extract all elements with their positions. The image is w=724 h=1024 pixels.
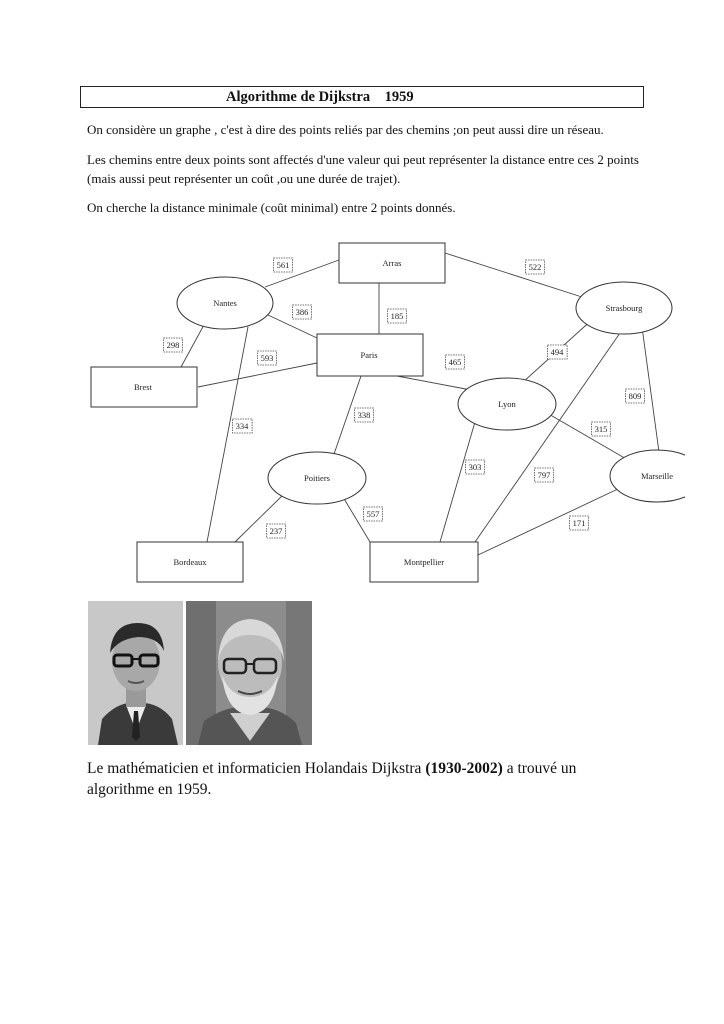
edge-brest-paris [198, 363, 317, 387]
weight-brest-paris: 593 [260, 353, 274, 363]
dijkstra-photos [88, 601, 312, 745]
weight-nantes-paris: 386 [295, 307, 309, 317]
weight-poitiers-bordeaux: 237 [269, 526, 283, 536]
weight-paris-lyon: 465 [448, 357, 462, 367]
edge-nantes-bordeaux [207, 327, 248, 542]
weight-nantes-bordeaux: 334 [235, 421, 249, 431]
weight-arras-paris: 185 [390, 311, 404, 321]
city-graph [85, 235, 685, 590]
edge-paris-lyon [397, 376, 471, 390]
node-label-brest: Brest [134, 382, 152, 392]
node-label-arras: Arras [382, 258, 402, 268]
weight-arras-strasbourg: 522 [528, 262, 542, 272]
edge-nantes-brest [181, 323, 205, 367]
portrait-young [88, 601, 183, 745]
weight-poitiers-montpellier: 557 [366, 509, 380, 519]
edge-arras-strasbourg [445, 253, 585, 298]
node-label-montpellier: Montpellier [403, 557, 445, 567]
node-label-nantes: Nantes [213, 298, 237, 308]
title-box [80, 86, 644, 108]
intro-paragraph-1: On considère un graphe , c'est à dire des points reliés par des chemins ;on peut aussi dire un réseau. [87, 122, 604, 137]
dijkstra-years: (1930-2002) [425, 760, 503, 777]
portrait-older [186, 601, 312, 745]
weight-strasbourg-marseille: 809 [628, 391, 642, 401]
weight-lyon-montpellier: 303 [468, 462, 482, 472]
weight-marseille-montpellier: 171 [572, 518, 586, 528]
title-name: Algorithme de Dijkstra [226, 89, 371, 105]
graph-nodes [91, 243, 685, 582]
bottom-text-after: a trouvé un algorithme en 1959. [87, 760, 577, 798]
node-label-lyon: Lyon [498, 399, 516, 409]
weight-lyon-strasbourg: 494 [550, 347, 564, 357]
weight-lyon-marseille: 315 [594, 424, 608, 434]
edge-lyon-montpellier [440, 415, 477, 542]
weight-nantes-brest: 298 [166, 340, 180, 350]
bottom-text-before: Le mathématicien et informaticien Holandais Dijkstra [87, 760, 426, 777]
node-label-bordeaux: Bordeaux [173, 557, 207, 567]
node-label-marseille: Marseille [640, 471, 674, 481]
intro-paragraph-3: On cherche la distance minimale (coût minimal) entre 2 points donnés. [87, 200, 456, 215]
weight-strasbourg-montpellier: 797 [537, 470, 551, 480]
weight-paris-poitiers: 338 [357, 410, 371, 420]
node-label-paris: Paris [360, 350, 378, 360]
title-year: 1959 [384, 89, 414, 105]
intro-paragraph-2: Les chemins entre deux points sont affectés d'une valeur qui peut représenter la distance entre ces 2 points (mais aussi peut représenter un coût ,ou une durée de trajet). [87, 152, 639, 186]
edge-strasbourg-montpellier [475, 333, 620, 542]
bottom-paragraph [87, 758, 647, 800]
edge-strasbourg-marseille [642, 327, 659, 452]
node-label-strasbourg: Strasbourg [605, 303, 643, 313]
page-title [226, 89, 414, 106]
edge-marseille-montpellier [478, 488, 620, 555]
weight-nantes-arras: 561 [276, 260, 290, 270]
node-label-poitiers: Poitiers [304, 473, 330, 483]
